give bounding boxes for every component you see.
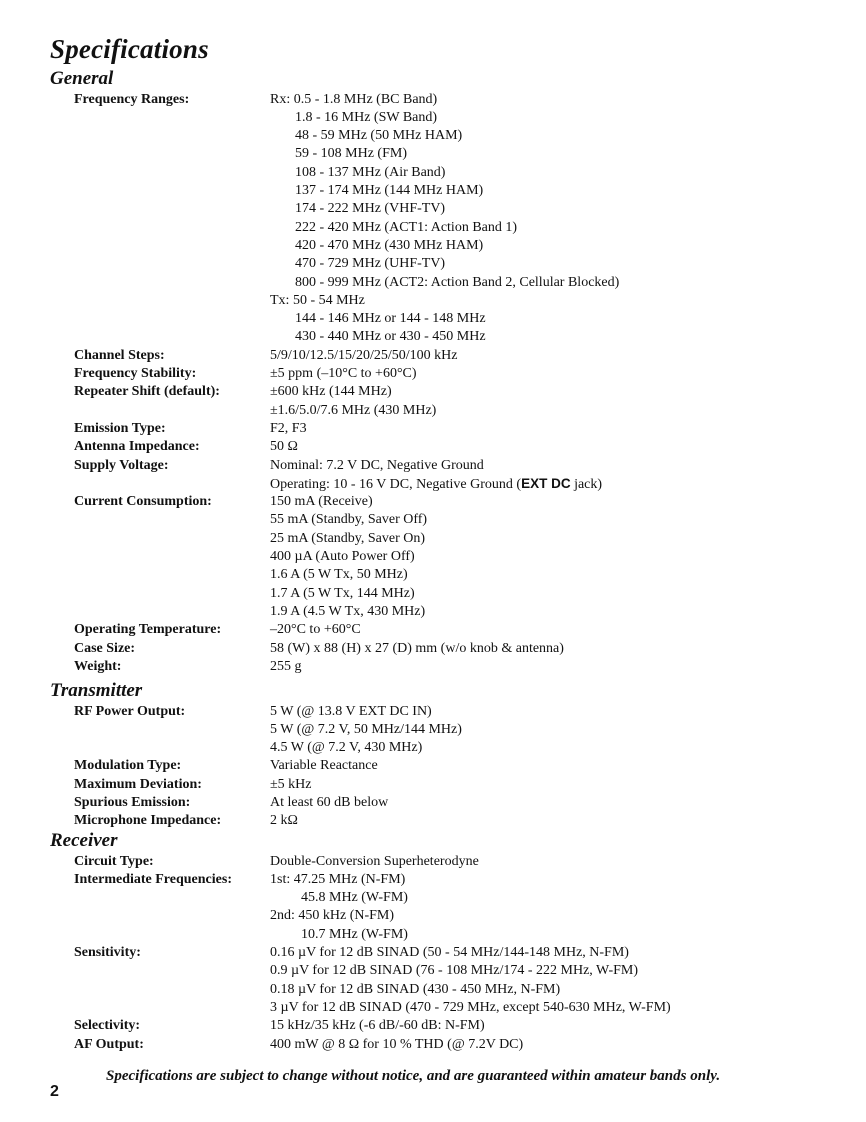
spec-value: Double-Conversion Superheterodyne [270,853,479,869]
spec-value: 420 - 470 MHz (430 MHz HAM) [295,237,484,253]
spec-value: 59 - 108 MHz (FM) [295,146,407,162]
spec-value: F2, F3 [270,420,307,436]
spec-value: 144 - 146 MHz or 144 - 148 MHz [295,311,486,327]
spec-value: 5/9/10/12.5/15/20/25/50/100 kHz [270,347,458,363]
spec-value: 430 - 440 MHz or 430 - 450 MHz [295,329,486,345]
spec-value: 1.6 A (5 W Tx, 50 MHz) [270,567,408,583]
spec-value: –20°C to +60°C [270,622,361,638]
spec-value-text: jack) [570,476,603,492]
spec-label: Selectivity: [74,1018,141,1034]
spec-label: Frequency Ranges: [74,91,190,107]
spec-value: 25 mA (Standby, Saver On) [270,530,426,546]
page-number: 2 [50,1083,59,1100]
spec-label: Frequency Stability: [74,366,197,381]
spec-value: ±1.6/5.0/7.6 MHz (430 MHz) [270,402,437,418]
spec-value: 1.8 - 16 MHz (SW Band) [295,109,438,125]
spec-value: 3 µV for 12 dB SINAD (470 - 729 MHz, except 540-630 MHz, W-FM) [270,999,671,1015]
spec-value: 0.18 µV for 12 dB SINAD (430 - 450 MHz, N-FM) [270,981,561,997]
spec-label: Microphone Impedance: [74,813,222,829]
spec-label: Circuit Type: [74,853,154,869]
section-heading: Transmitter [50,680,143,701]
spec-value: 150 mA (Receive) [270,494,373,510]
spec-value: 55 mA (Standby, Saver Off) [270,512,428,528]
spec-value: 137 - 174 MHz (144 MHz HAM) [295,183,484,198]
spec-value: 108 - 137 MHz (Air Band) [295,164,446,180]
spec-value: ±5 kHz [270,776,312,792]
footer-note: Specifications are subject to change without notice, and are guaranteed within amateur bands only. [106,1068,721,1084]
section-heading: General [50,68,114,89]
spec-label: Channel Steps: [74,347,165,363]
spec-value: 15 kHz/35 kHz (-6 dB/-60 dB: N-FM) [270,1018,485,1034]
spec-value: Variable Reactance [270,758,378,774]
spec-value: 10.7 MHz (W-FM) [301,926,408,942]
spec-value: 0.16 µV for 12 dB SINAD (50 - 54 MHz/144-148 MHz, N-FM) [270,945,629,960]
spec-value: At least 60 dB below [270,795,389,810]
spec-value: Nominal: 7.2 V DC, Negative Ground [270,457,484,473]
spec-label: Supply Voltage: [74,457,169,473]
spec-label: Modulation Type: [74,758,182,774]
section-heading: Receiver [50,830,118,851]
spec-label: Operating Temperature: [74,622,222,638]
spec-value: 4.5 W (@ 7.2 V, 430 MHz) [270,740,423,756]
spec-value [270,476,602,494]
spec-label: Intermediate Frequencies: [74,871,232,887]
spec-label: Weight: [74,658,122,674]
spec-label: Current Consumption: [74,494,212,510]
jack-name: EXT DC [521,475,571,491]
spec-value: 48 - 59 MHz (50 MHz HAM) [295,128,463,144]
spec-value: 400 µA (Auto Power Off) [270,549,415,564]
spec-value: Rx: 0.5 - 1.8 MHz (BC Band) [270,91,438,107]
spec-label: Case Size: [74,640,136,656]
spec-value: 174 - 222 MHz (VHF-TV) [295,201,446,217]
spec-label: Sensitivity: [74,945,141,960]
spec-label: Spurious Emission: [74,795,191,810]
spec-value: ±600 kHz (144 MHz) [270,384,392,400]
spec-value: 45.8 MHz (W-FM) [301,890,408,906]
spec-value: 470 - 729 MHz (UHF-TV) [295,256,446,272]
spec-value: ±5 ppm (–10°C to +60°C) [270,366,417,381]
spec-value: 255 g [270,658,302,674]
spec-value: 1.9 A (4.5 W Tx, 430 MHz) [270,603,426,619]
spec-label: Repeater Shift (default): [74,384,220,400]
spec-value: Tx: 50 - 54 MHz [270,292,365,308]
spec-value: 5 W (@ 7.2 V, 50 MHz/144 MHz) [270,721,462,737]
spec-label: Maximum Deviation: [74,776,202,792]
spec-label: RF Power Output: [74,703,186,719]
spec-value: 2nd: 450 kHz (N-FM) [270,908,395,924]
spec-value: 1st: 47.25 MHz (N-FM) [270,871,406,887]
spec-value: 0.9 µV for 12 dB SINAD (76 - 108 MHz/174 - 222 MHz, W-FM) [270,963,639,979]
spec-value-text: Operating: 10 - 16 V DC, Negative Ground ( [270,476,522,492]
spec-value: 400 mW @ 8 Ω for 10 % THD (@ 7.2V DC) [270,1036,524,1052]
spec-value: 222 - 420 MHz (ACT1: Action Band 1) [295,219,518,235]
spec-value: 5 W (@ 13.8 V EXT DC IN) [270,703,432,719]
spec-label: AF Output: [74,1036,144,1052]
spec-value: 800 - 999 MHz (ACT2: Action Band 2, Cellular Blocked) [295,274,620,290]
spec-value: 58 (W) x 88 (H) x 27 (D) mm (w/o knob & antenna) [270,640,564,656]
page-title: Specifications [50,34,209,64]
spec-label: Antenna Impedance: [74,439,200,455]
spec-label: Emission Type: [74,420,166,436]
spec-value: 50 Ω [270,439,298,455]
spec-value: 1.7 A (5 W Tx, 144 MHz) [270,585,415,601]
spec-value: 2 kΩ [270,813,298,829]
